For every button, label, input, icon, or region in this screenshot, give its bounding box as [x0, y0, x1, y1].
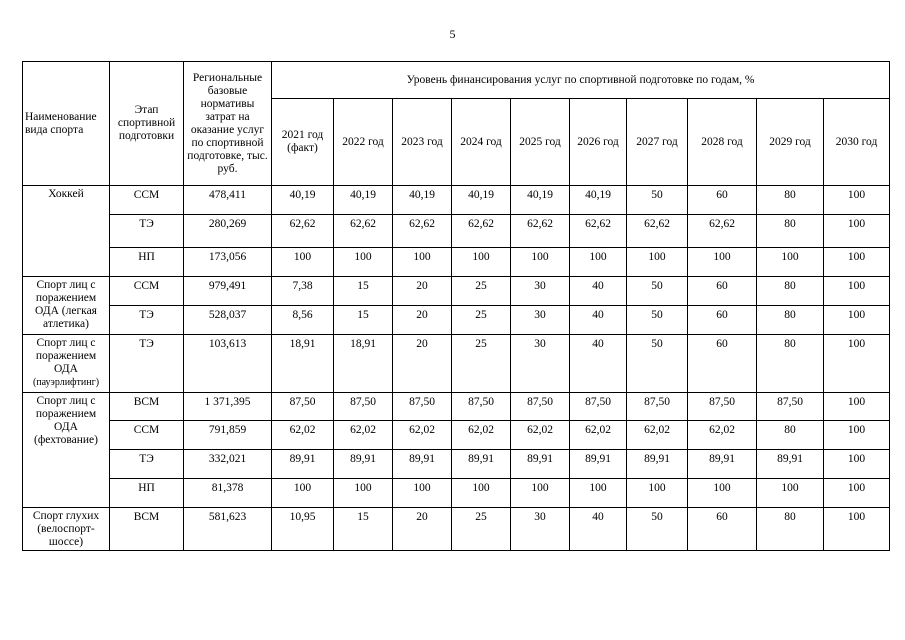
- funding-value-cell: 62,62: [570, 215, 627, 248]
- funding-value-cell: 62,02: [334, 421, 393, 450]
- funding-value-cell: 30: [511, 306, 570, 335]
- funding-value-cell: 100: [824, 421, 890, 450]
- funding-value-cell: 100: [570, 248, 627, 277]
- header-year: 2022 год: [334, 99, 393, 186]
- funding-value-cell: 100: [757, 248, 824, 277]
- funding-value-cell: 40: [570, 508, 627, 551]
- table-body: [23, 186, 890, 551]
- funding-value-cell: 62,02: [511, 421, 570, 450]
- funding-value-cell: 62,62: [272, 215, 334, 248]
- norm-cell: 478,411: [184, 186, 272, 215]
- sport-name: Спорт лиц с поражением ОДА (легкая атлетика): [35, 279, 97, 330]
- norm-cell: 791,859: [184, 421, 272, 450]
- norm-cell: 103,613: [184, 335, 272, 393]
- stage-cell: НП: [110, 248, 184, 277]
- header-year: 2024 год: [452, 99, 511, 186]
- norm-cell: 173,056: [184, 248, 272, 277]
- sport-name-cell: [23, 277, 110, 335]
- header-norm: Региональные базовые нормативы затрат на оказание услуг по спортивной подготовке, тыс. руб.: [184, 62, 272, 186]
- funding-value-cell: 40,19: [272, 186, 334, 215]
- funding-value-cell: 62,62: [627, 215, 688, 248]
- stage-cell: ТЭ: [110, 450, 184, 479]
- funding-value-cell: 100: [824, 248, 890, 277]
- funding-value-cell: 60: [688, 277, 757, 306]
- funding-value-cell: 30: [511, 508, 570, 551]
- norm-cell: 81,378: [184, 479, 272, 508]
- funding-value-cell: 80: [757, 277, 824, 306]
- funding-value-cell: 100: [334, 479, 393, 508]
- funding-value-cell: 100: [452, 479, 511, 508]
- funding-value-cell: 7,38: [272, 277, 334, 306]
- table-header: [23, 62, 890, 186]
- funding-value-cell: 80: [757, 186, 824, 215]
- sport-name-cell: [23, 335, 110, 393]
- header-sport: Наименование вида спорта: [23, 62, 110, 186]
- funding-value-cell: 40: [570, 335, 627, 393]
- sport-note: (пауэрлифтинг): [32, 377, 100, 388]
- header-year: 2023 год: [393, 99, 452, 186]
- funding-value-cell: 62,02: [688, 421, 757, 450]
- stage-cell: ССМ: [110, 277, 184, 306]
- funding-value-cell: 87,50: [627, 393, 688, 421]
- funding-value-cell: 62,62: [334, 215, 393, 248]
- funding-value-cell: 62,62: [688, 215, 757, 248]
- funding-value-cell: 40,19: [334, 186, 393, 215]
- sport-name: Спорт лиц с поражением ОДА (фехтование): [34, 395, 98, 446]
- funding-value-cell: 87,50: [272, 393, 334, 421]
- table-row: [23, 248, 890, 277]
- funding-value-cell: 100: [511, 248, 570, 277]
- stage-cell: ВСМ: [110, 393, 184, 421]
- norm-cell: 1 371,395: [184, 393, 272, 421]
- funding-value-cell: 100: [334, 248, 393, 277]
- table-row: [23, 335, 890, 393]
- funding-value-cell: 100: [824, 479, 890, 508]
- funding-value-cell: 20: [393, 335, 452, 393]
- funding-value-cell: 60: [688, 306, 757, 335]
- funding-value-cell: 30: [511, 335, 570, 393]
- header-year: 2028 год: [688, 99, 757, 186]
- funding-value-cell: 50: [627, 335, 688, 393]
- header-year: 2026 год: [570, 99, 627, 186]
- funding-value-cell: 40,19: [511, 186, 570, 215]
- norm-cell: 280,269: [184, 215, 272, 248]
- funding-value-cell: 100: [393, 248, 452, 277]
- header-year: 2021 год (факт): [272, 99, 334, 186]
- funding-value-cell: 30: [511, 277, 570, 306]
- norm-cell: 528,037: [184, 306, 272, 335]
- norm-cell: 332,021: [184, 450, 272, 479]
- table-row: [23, 421, 890, 450]
- table-row: [23, 393, 890, 421]
- funding-value-cell: 89,91: [757, 450, 824, 479]
- funding-value-cell: 8,56: [272, 306, 334, 335]
- stage-cell: НП: [110, 479, 184, 508]
- funding-value-cell: 15: [334, 508, 393, 551]
- funding-value-cell: 62,02: [570, 421, 627, 450]
- stage-cell: ССМ: [110, 186, 184, 215]
- table-row: [23, 479, 890, 508]
- table-row: [23, 450, 890, 479]
- funding-value-cell: 20: [393, 508, 452, 551]
- sport-name-cell: [23, 508, 110, 551]
- funding-value-cell: 87,50: [570, 393, 627, 421]
- funding-value-cell: 62,02: [627, 421, 688, 450]
- table-row: [23, 186, 890, 215]
- funding-value-cell: 100: [757, 479, 824, 508]
- funding-value-cell: 100: [393, 479, 452, 508]
- funding-value-cell: 62,62: [511, 215, 570, 248]
- funding-value-cell: 25: [452, 277, 511, 306]
- table-row: [23, 306, 890, 335]
- sport-name: Спорт лиц с поражением ОДА: [35, 337, 97, 375]
- funding-value-cell: 100: [272, 479, 334, 508]
- funding-value-cell: 25: [452, 508, 511, 551]
- header-year: 2025 год: [511, 99, 570, 186]
- funding-value-cell: 80: [757, 508, 824, 551]
- funding-value-cell: 80: [757, 215, 824, 248]
- funding-value-cell: 87,50: [688, 393, 757, 421]
- funding-value-cell: 100: [511, 479, 570, 508]
- table-row: [23, 215, 890, 248]
- funding-value-cell: 100: [824, 450, 890, 479]
- funding-value-cell: 100: [627, 479, 688, 508]
- funding-value-cell: 62,62: [452, 215, 511, 248]
- table-row: [23, 277, 890, 306]
- funding-value-cell: 40: [570, 277, 627, 306]
- funding-value-cell: 87,50: [334, 393, 393, 421]
- funding-value-cell: 50: [627, 508, 688, 551]
- norm-cell: 581,623: [184, 508, 272, 551]
- funding-value-cell: 87,50: [452, 393, 511, 421]
- stage-cell: ССМ: [110, 421, 184, 450]
- table-row: [23, 508, 890, 551]
- header-year: 2029 год: [757, 99, 824, 186]
- stage-cell: ТЭ: [110, 306, 184, 335]
- funding-value-cell: 50: [627, 277, 688, 306]
- funding-value-cell: 18,91: [272, 335, 334, 393]
- funding-value-cell: 100: [627, 248, 688, 277]
- funding-value-cell: 80: [757, 306, 824, 335]
- funding-value-cell: 20: [393, 306, 452, 335]
- sport-name-cell: [23, 393, 110, 508]
- funding-value-cell: 89,91: [570, 450, 627, 479]
- sport-name-cell: [23, 186, 110, 277]
- funding-value-cell: 100: [688, 248, 757, 277]
- stage-cell: ВСМ: [110, 508, 184, 551]
- funding-value-cell: 89,91: [272, 450, 334, 479]
- funding-value-cell: 20: [393, 277, 452, 306]
- header-year: 2030 год: [824, 99, 890, 186]
- funding-value-cell: 100: [824, 215, 890, 248]
- sport-name: Спорт глухих (велоспорт-шоссе): [32, 510, 100, 548]
- funding-value-cell: 100: [570, 479, 627, 508]
- norm-cell: 979,491: [184, 277, 272, 306]
- funding-value-cell: 50: [627, 186, 688, 215]
- funding-value-cell: 100: [824, 186, 890, 215]
- funding-value-cell: 62,02: [393, 421, 452, 450]
- funding-value-cell: 87,50: [757, 393, 824, 421]
- funding-value-cell: 89,91: [511, 450, 570, 479]
- funding-table: [22, 61, 890, 551]
- funding-value-cell: 60: [688, 508, 757, 551]
- funding-value-cell: 40,19: [393, 186, 452, 215]
- funding-value-cell: 15: [334, 277, 393, 306]
- funding-value-cell: 100: [824, 277, 890, 306]
- funding-value-cell: 18,91: [334, 335, 393, 393]
- funding-value-cell: 25: [452, 335, 511, 393]
- funding-value-cell: 100: [824, 393, 890, 421]
- funding-value-cell: 100: [452, 248, 511, 277]
- funding-value-cell: 25: [452, 306, 511, 335]
- funding-value-cell: 89,91: [452, 450, 511, 479]
- header-stage: Этап спортивной подготовки: [110, 62, 184, 186]
- page-number: 5: [449, 27, 456, 41]
- funding-value-cell: 80: [757, 335, 824, 393]
- funding-value-cell: 89,91: [393, 450, 452, 479]
- header-year: 2027 год: [627, 99, 688, 186]
- funding-value-cell: 40,19: [570, 186, 627, 215]
- funding-value-cell: 10,95: [272, 508, 334, 551]
- sport-name: Хоккей: [48, 188, 84, 200]
- funding-value-cell: 50: [627, 306, 688, 335]
- funding-value-cell: 40,19: [452, 186, 511, 215]
- funding-value-cell: 40: [570, 306, 627, 335]
- funding-value-cell: 62,02: [452, 421, 511, 450]
- funding-value-cell: 62,62: [393, 215, 452, 248]
- funding-value-cell: 100: [688, 479, 757, 508]
- funding-value-cell: 100: [824, 306, 890, 335]
- funding-value-cell: 100: [824, 335, 890, 393]
- funding-value-cell: 60: [688, 186, 757, 215]
- funding-value-cell: 89,91: [627, 450, 688, 479]
- stage-cell: ТЭ: [110, 215, 184, 248]
- funding-value-cell: 100: [272, 248, 334, 277]
- funding-value-cell: 100: [824, 508, 890, 551]
- funding-value-cell: 87,50: [393, 393, 452, 421]
- header-funding-group: Уровень финансирования услуг по спортивной подготовке по годам, %: [272, 62, 890, 99]
- funding-value-cell: 89,91: [688, 450, 757, 479]
- stage-cell: ТЭ: [110, 335, 184, 393]
- funding-value-cell: 80: [757, 421, 824, 450]
- funding-value-cell: 89,91: [334, 450, 393, 479]
- funding-value-cell: 87,50: [511, 393, 570, 421]
- funding-value-cell: 15: [334, 306, 393, 335]
- funding-value-cell: 62,02: [272, 421, 334, 450]
- funding-value-cell: 60: [688, 335, 757, 393]
